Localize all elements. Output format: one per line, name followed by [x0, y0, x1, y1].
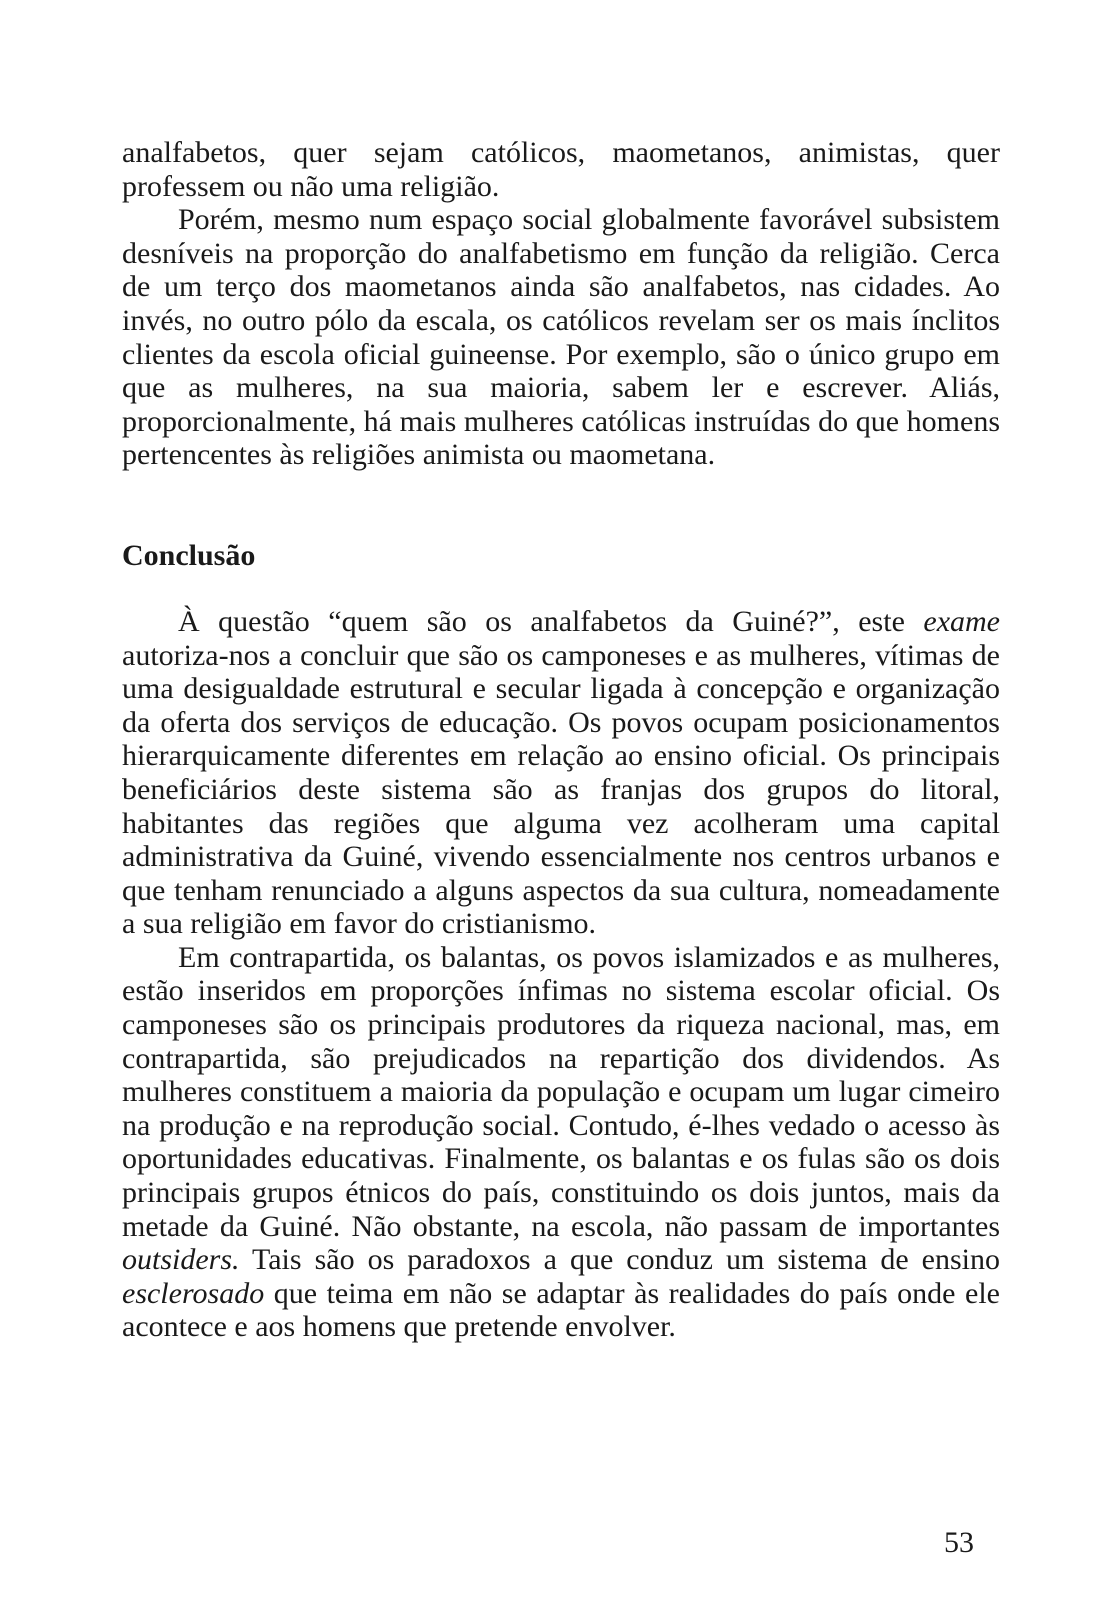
- conclusion-section: [122, 605, 1000, 1344]
- italic-term: exame: [923, 604, 1000, 638]
- paragraph-text: analfabetos, quer sejam católicos, maometanos, animistas, quer professem ou não uma religião.: [122, 136, 1000, 203]
- paragraph-conclusion-1: [122, 605, 1000, 941]
- section-heading: Conclusão: [122, 538, 256, 572]
- paragraph-text: Tais são os paradoxos a que conduz um sistema de ensino: [239, 1243, 1000, 1277]
- intro-section: [122, 136, 1000, 472]
- paragraph-text: À questão “quem são os analfabetos da Guiné?”, este: [178, 604, 924, 638]
- page-number: 53: [944, 1526, 974, 1559]
- italic-term: outsiders.: [122, 1243, 240, 1277]
- italic-term: esclerosado: [122, 1276, 265, 1310]
- page-body: [122, 136, 1000, 1344]
- paragraph-text: Em contrapartida, os balantas, os povos islamizados e as mulheres, estão inseridos em proporções ínfimas no sistema escolar oficial. Os camponeses são os principais produtores da riqueza nacional, mas, em contrapartida, são prejudicados na repartição dos dividendos. As mulheres constituem a maioria da população e ocupam um lugar cimeiro na produção e na reprodução social. Contudo, é-lhes vedado o acesso às oportunidades educativas. Finalmente, os balantas e os fulas são os dois principais grupos étnicos do país, constituindo os dois juntos, mais da metade da Guiné. Não obstante, na escola, não passam de importantes: [122, 940, 1000, 1243]
- paragraph-continued: [122, 136, 1000, 203]
- paragraph-text: autoriza-nos a concluir que são os camponeses e as mulheres, vítimas de uma desigualdade estrutural e secular ligada à concepção e organização da oferta dos serviços de educação. Os povos ocupam posicionamentos hierarquicamente diferentes em relação ao ensino oficial. Os principais beneficiários deste sistema são as franjas dos grupos do litoral, habitantes das regiões que alguma vez acolheram uma capital administrativa da Guiné, vivendo essencialmente nos centros urbanos e que tenham renunciado a alguns aspectos da sua cultura, nomeadamente a sua religião em favor do cristianismo.: [122, 638, 1000, 941]
- paragraph-text: que teima em não se adaptar às realidades do país onde ele acontece e aos homens que pretende envolver.: [122, 1276, 1000, 1344]
- paragraph-text: Porém, mesmo num espaço social globalmente favorável subsistem desníveis na proporção do analfabetismo em função da religião. Cerca de um terço dos maometanos ainda são analfabetos, nas cidades. Ao invés, no outro pólo da escala, os católicos revelam ser os mais ínclitos clientes da escola oficial guineense. Por exemplo, são o único grupo em que as mulheres, na sua maioria, sabem ler e escrever. Aliás, proporcionalmente, há mais mulheres católicas instruídas do que homens pertencentes às religiões animista ou maometana.: [122, 203, 1000, 472]
- paragraph-religion: [122, 203, 1000, 472]
- paragraph-conclusion-2: [122, 941, 1000, 1344]
